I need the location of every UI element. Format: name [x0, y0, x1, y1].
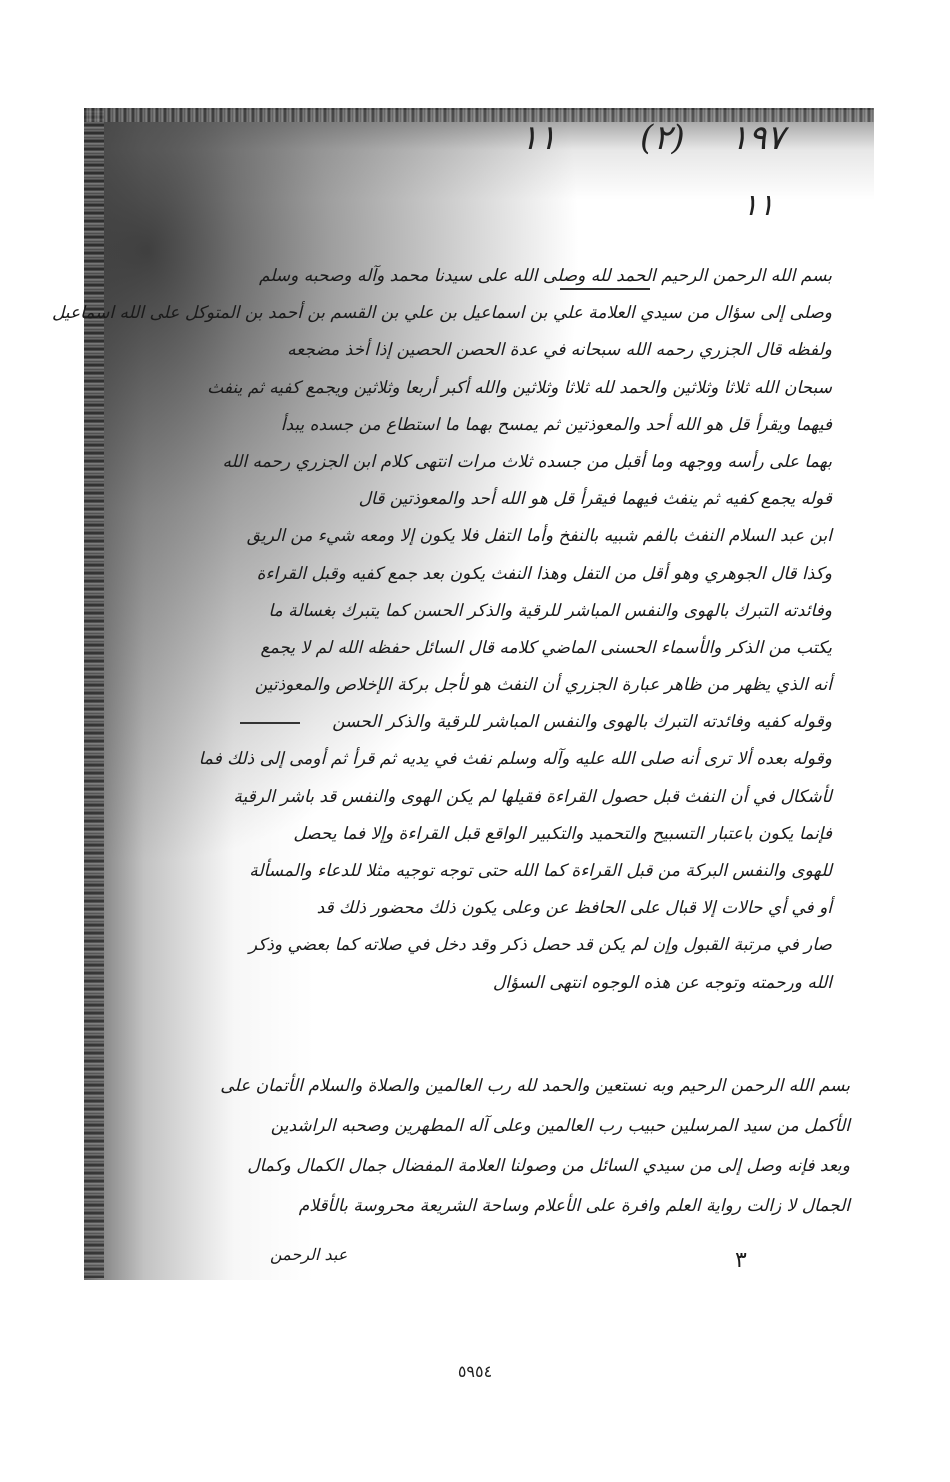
question-line: ابن عبد السلام النفث بالفم شبيه بالنفخ وأما التفل فلا يكون إلا ومعه شيء من الريق — [246, 526, 832, 547]
question-line: وقوله كفيه وفائدته التبرك بالهوى والنفس المباشر للرقية والذكر الحسن — [332, 712, 832, 733]
question-line: لأشكال في أن النفث قبل حصول القراءة فقيلها لم يكن الهوى والنفس قد باشر الرقية — [233, 786, 832, 807]
question-line: بهما على رأسه ووجهه وما أقبل من جسده ثلاث مرات انتهى كلام ابن الجزري رحمه الله — [222, 451, 832, 472]
corner-mark: ٣ — [735, 1248, 747, 1273]
scan-edge-shadow — [84, 108, 104, 1278]
question-line: وفائدته التبرك بالهوى والنفس المباشر للرقية والذكر الحسن كما يتبرك بغسالة ما — [268, 600, 832, 621]
question-line: للهوى والنفس البركة من قبل القراءة كما الله حتى توجه توجيه مثلا للدعاء والمسألة — [249, 861, 832, 881]
handwritten-underline — [240, 722, 300, 724]
signature-text: عبد الرحمن — [270, 1245, 348, 1264]
question-line: فيهما ويقرأ قل هو الله أحد والمعوذتين ثم يمسح بهما ما استطاع من جسده يبدأ — [280, 414, 832, 435]
answer-line: وبعد فإنه وصل إلى من سيدي السائل من وصولنا العلامة المفضال جمال الكمال وكمال — [247, 1156, 850, 1176]
folio-number-center: ١١ — [520, 118, 557, 158]
question-line: ولفظه قال الجزري رحمه الله سبحانه في عدة الحصن الحصين إذا أخذ مضجعه — [287, 340, 832, 361]
question-line: أنه الذي يظهر من ظاهر عبارة الجزري أن النفث هو لأجل بركة الإخلاص والمعوذتين — [254, 675, 832, 696]
answer-text-block — [190, 1066, 850, 1226]
folio-number-top-right: ١٩٧ — [730, 118, 785, 158]
question-line: وكذا قال الجوهري وهو أقل من التفل وهذا النفث يكون بعد جمع كفيه وقبل القراءة — [256, 563, 832, 584]
question-line: فإنما يكون باعتبار التسبيح والتحميد والتكبير الواقع قبل القراءة وإلا فما يحصل — [293, 823, 832, 844]
handwritten-underline — [560, 288, 650, 290]
question-text-block — [51, 258, 832, 1002]
question-line: يكتب من الذكر والأسماء الحسنى الماضي كلامه قال السائل حفظه الله لم لا يجمع — [260, 637, 832, 658]
question-line: أو في أي حالات إلا قبال على الحافظ عن وعلى يكون ذلك محضور ذلك قد — [316, 898, 832, 919]
question-line: صار في مرتبة القبول وإن لم يكن قد حصل ذكر وقد دخل في صلاته كما بعضي وذكر — [248, 935, 832, 956]
question-line: قوله يجمع كفيه ثم ينفث فيهما فيقرأ قل هو الله أحد والمعوذتين قال — [358, 489, 832, 510]
answer-line: بسم الله الرحمن الرحيم وبه نستعين والحمد لله رب العالمين والصلاة والسلام الأتمان على — [220, 1076, 850, 1096]
question-line: سبحان الله ثلاثا وثلاثين والحمد لله ثلاثا وثلاثين والله أكبر أربعا وثلاثين ويجمع كفيه ثم ينفث — [207, 377, 832, 398]
folio-number-circled: (٢) — [640, 118, 685, 158]
question-line: الله ورحمته وتوجه عن هذه الوجوه انتهى السؤال — [492, 972, 832, 993]
answer-line: الجمال لا زالت رواية العلم وافرة على الأعلام وساحة الشريعة محروسة بالأقلام — [298, 1196, 850, 1216]
question-line: وقوله بعده ألا ترى أنه صلى الله عليه وآله وسلم نفث في يديه ثم قرأ ثم أومى إلى ذلك فما — [198, 749, 832, 770]
answer-line: الأكمل من سيد المرسلين حبيب رب العالمين وعلى آله المطهرين وصحبه الراشدين — [270, 1116, 850, 1136]
question-line: بسم الله الرحمن الرحيم الحمد لله وصلى الله على سيدنا محمد وآله وصحبه وسلم — [258, 266, 832, 286]
question-line: وصلى إلى سؤال من سيدي العلامة علي بن اسماعيل بن علي بن القسم بن أحمد بن المتوكل على الله اسماعيل — [51, 303, 832, 324]
page-number: ٥٩٥٤ — [457, 1362, 493, 1381]
folio-number-second: ١١ — [742, 188, 775, 223]
